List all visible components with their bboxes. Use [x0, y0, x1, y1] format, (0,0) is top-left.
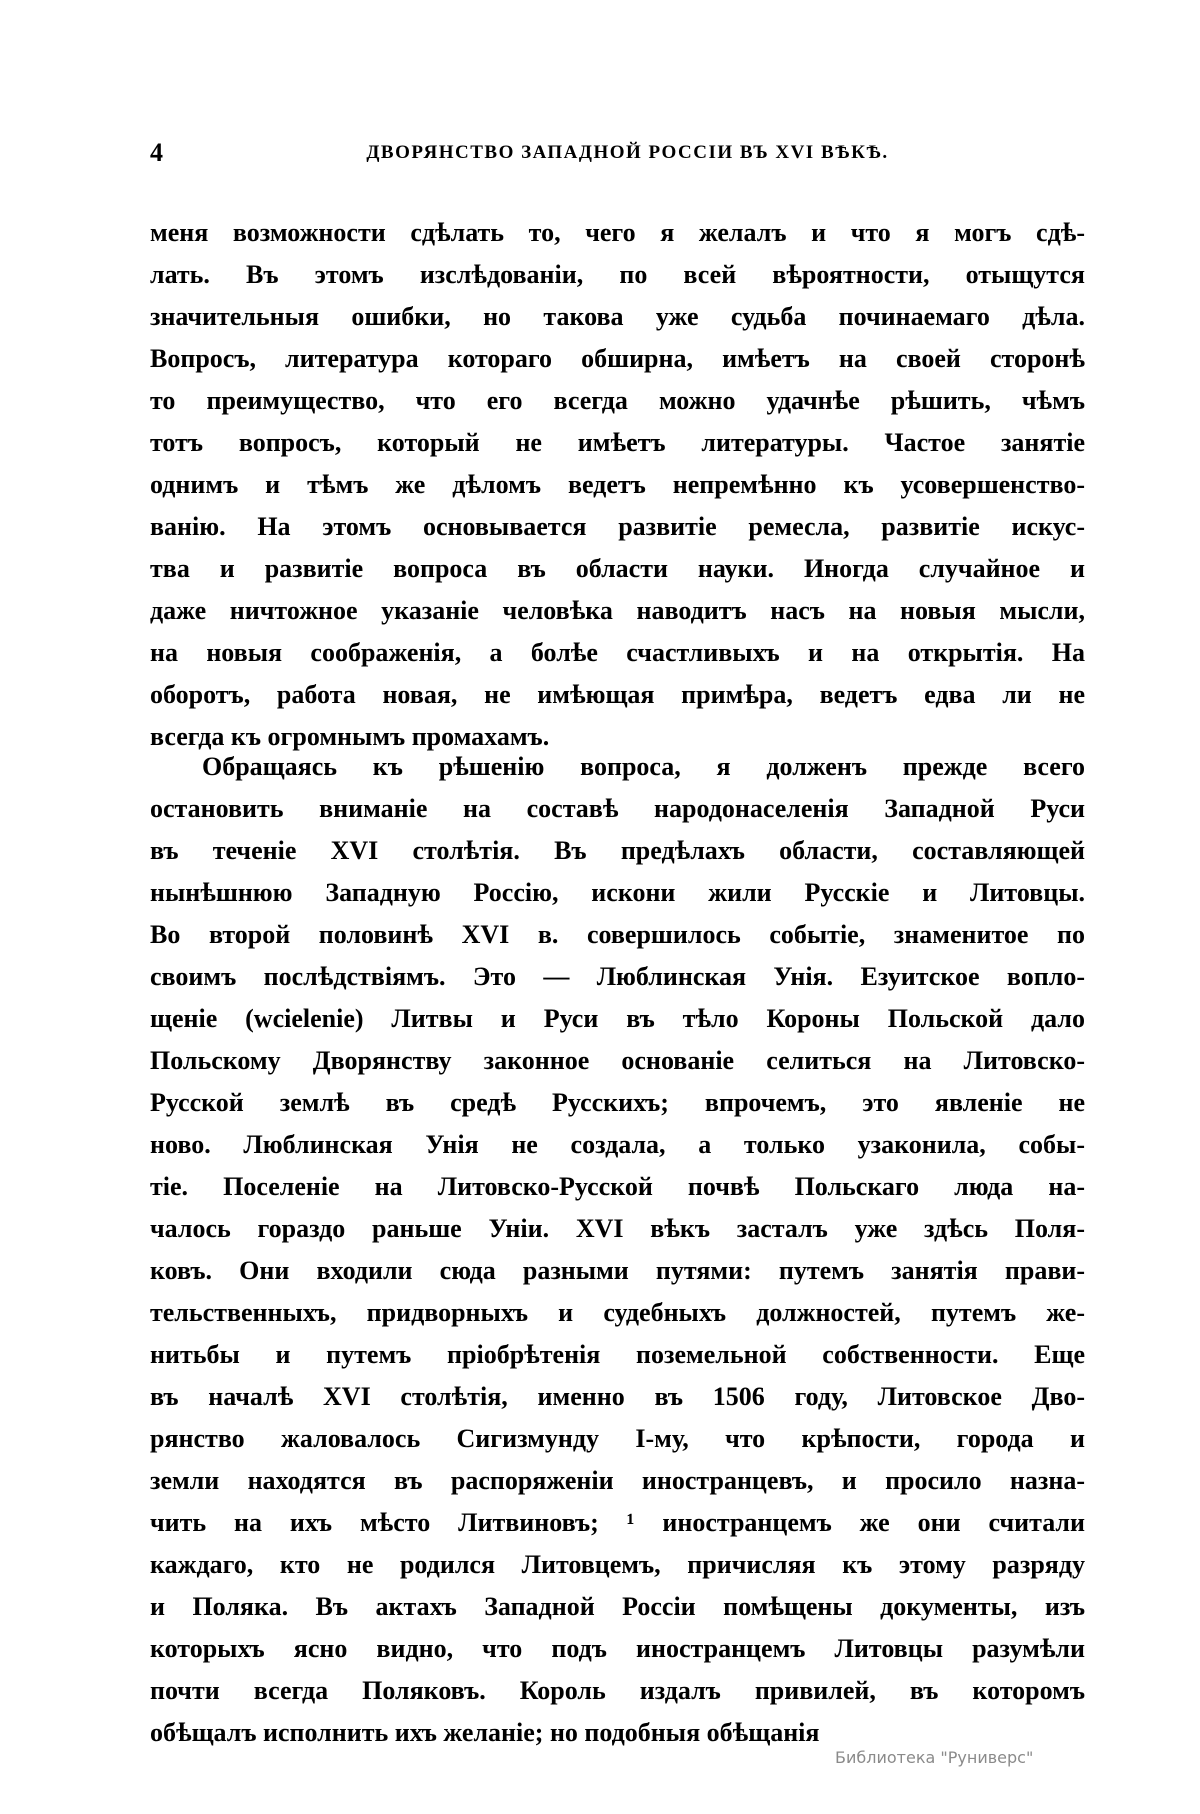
- text-line: которыхъ ясно видно, что подъ иностранцемъ Литовцы разумѣли: [150, 1634, 1085, 1663]
- text-line: Польскому Дворянству законное основаніе селиться на Литовско-: [150, 1046, 1085, 1075]
- text-line: ново. Люблинская Унія не создала, а только узаконила, собы-: [150, 1130, 1085, 1159]
- text-line: Русской землѣ въ средѣ Русскихъ; впрочемъ, это явленіе не: [150, 1088, 1085, 1117]
- text-line: нынѣшнюю Западную Россію, искони жили Русскіе и Литовцы.: [150, 878, 1085, 907]
- text-line: тва и развитіе вопроса въ области науки. Иногда случайное и: [150, 554, 1085, 583]
- text-line: и Поляка. Въ актахъ Западной Россіи помѣщены документы, изъ: [150, 1592, 1085, 1621]
- text-line: земли находятся въ распоряженіи иностранцевъ, и просило назна-: [150, 1466, 1085, 1495]
- text-line: въ началѣ XVI столѣтія, именно въ 1506 году, Литовское Дво-: [150, 1382, 1085, 1411]
- text-line: то преимущество, что его всегда можно удачнѣе рѣшить, чѣмъ: [150, 386, 1085, 415]
- text-line: тельственныхъ, придворныхъ и судебныхъ должностей, путемъ же-: [150, 1298, 1085, 1327]
- text-line: остановить вниманіе на составѣ народонаселенія Западной Руси: [150, 794, 1085, 823]
- text-line: въ теченіе XVI столѣтія. Въ предѣлахъ области, составляющей: [150, 836, 1085, 865]
- text-line: чалось гораздо раньше Уніи. XVI вѣкъ засталъ уже здѣсь Поля-: [150, 1214, 1085, 1243]
- page-number: 4: [150, 138, 163, 167]
- text-line: Во второй половинѣ XVI в. совершилось событіе, знаменитое по: [150, 920, 1085, 949]
- text-line: Вопросъ, литература котораго обширна, имѣетъ на своей сторонѣ: [150, 344, 1085, 373]
- text-line: Обращаясь къ рѣшенію вопроса, я долженъ прежде всего: [202, 752, 1085, 781]
- text-line: однимъ и тѣмъ же дѣломъ ведетъ непремѣнно къ усовершенство-: [150, 470, 1085, 499]
- text-line: меня возможности сдѣлать то, чего я желалъ и что я могъ сдѣ-: [150, 218, 1085, 247]
- paragraph-1: [150, 212, 1085, 758]
- text-line: обѣщалъ исполнить ихъ желаніе; но подобныя обѣщанія: [150, 1718, 820, 1747]
- text-line: ванію. На этомъ основывается развитіе ремесла, развитіе искус-: [150, 512, 1085, 541]
- text-line: тіе. Поселеніе на Литовско-Русской почвѣ Польскаго люда на-: [150, 1172, 1085, 1201]
- paragraph-2: [150, 746, 1085, 1754]
- running-title: ДВОРЯНСТВО ЗАПАДНОЙ РОССІИ ВЪ XVI ВѢКѢ.: [366, 142, 889, 163]
- text-line: значительныя ошибки, но такова уже судьба починаемаго дѣла.: [150, 302, 1085, 331]
- text-line: своимъ послѣдствіямъ. Это — Люблинская Унія. Езуитское вопло-: [150, 962, 1085, 991]
- library-watermark: Библиотека "Руниверс": [835, 1748, 1034, 1767]
- text-line: чить на ихъ мѣсто Литвиновъ; ¹ иностранцемъ же они считали: [150, 1508, 1085, 1537]
- text-line: на новыя соображенія, а болѣе счастливыхъ и на открытія. На: [150, 638, 1085, 667]
- text-line: почти всегда Поляковъ. Король издалъ привилей, въ которомъ: [150, 1676, 1085, 1705]
- text-line: щеніе (wcielenie) Литвы и Руси въ тѣло Короны Польской дало: [150, 1004, 1085, 1033]
- text-line: каждаго, кто не родился Литовцемъ, причисляя къ этому разряду: [150, 1550, 1085, 1579]
- text-line: оборотъ, работа новая, не имѣющая примѣра, ведетъ едва ли не: [150, 680, 1085, 709]
- running-header: [150, 138, 1085, 172]
- text-line: тотъ вопросъ, который не имѣетъ литературы. Частое занятіе: [150, 428, 1085, 457]
- text-line: рянство жаловалось Сигизмунду І-му, что крѣпости, города и: [150, 1424, 1085, 1453]
- text-line: даже ничтожное указаніе человѣка наводитъ насъ на новыя мысли,: [150, 596, 1085, 625]
- text-line: всегда къ огромнымъ промахамъ.: [150, 722, 550, 751]
- text-line: ковъ. Они входили сюда разными путями: путемъ занятія прави-: [150, 1256, 1085, 1285]
- text-line: нитьбы и путемъ пріобрѣтенія поземельной собственности. Еще: [150, 1340, 1085, 1369]
- text-line: лать. Въ этомъ изслѣдованіи, по всей вѣроятности, отыщутся: [150, 260, 1085, 289]
